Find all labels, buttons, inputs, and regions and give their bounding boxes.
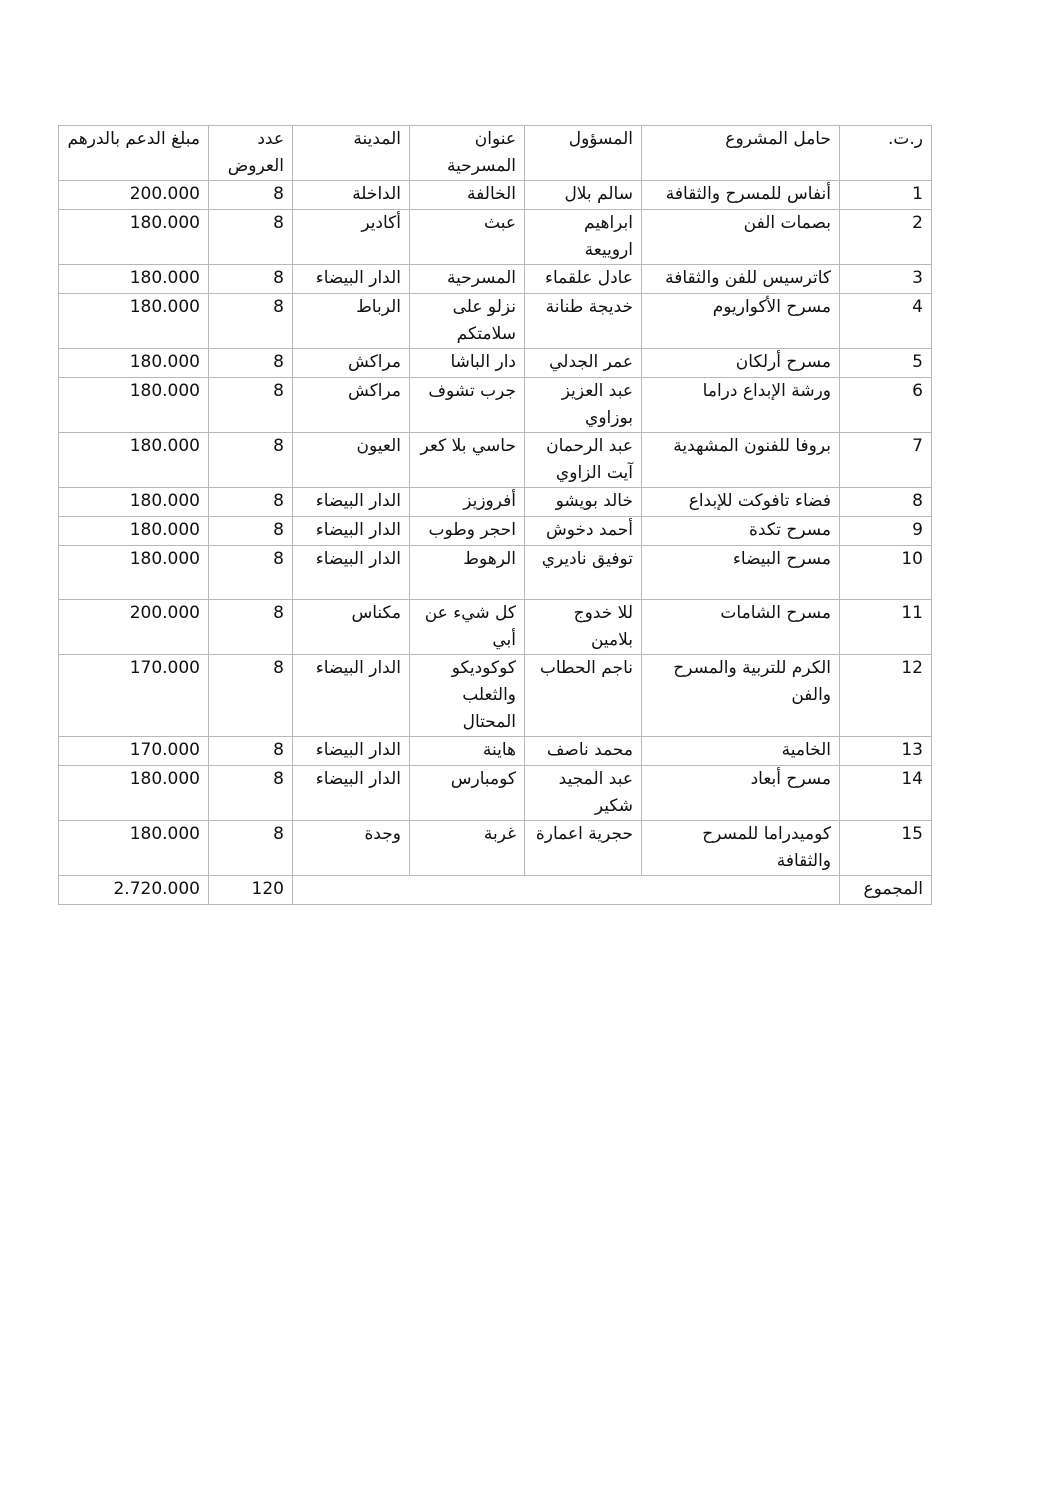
grant-amount: 180.000 (59, 517, 209, 546)
city: الدار البيضاء (293, 546, 410, 600)
show-count: 8 (209, 517, 293, 546)
total-row (59, 876, 932, 905)
city: الدار البيضاء (293, 766, 410, 821)
total-count: 120 (209, 876, 293, 905)
play-title: جرب تشوف (410, 378, 525, 433)
row-index: 6 (840, 378, 932, 433)
play-title: حاسي بلا كعر (410, 433, 525, 488)
table-row (59, 655, 932, 737)
responsible: خديجة طنانة (525, 294, 642, 349)
responsible: أحمد دخوش (525, 517, 642, 546)
project-holder: الكرم للتربية والمسرح والفن (642, 655, 840, 737)
city: الدار البيضاء (293, 655, 410, 737)
project-holder: فضاء تافوكت للإبداع (642, 488, 840, 517)
table-row (59, 294, 932, 349)
header-idx: ر.ت. (840, 126, 932, 181)
grant-amount: 170.000 (59, 737, 209, 766)
grant-amount: 200.000 (59, 600, 209, 655)
header-holder: حامل المشروع (642, 126, 840, 181)
project-holder: كوميدراما للمسرح والثقافة (642, 821, 840, 876)
row-index: 7 (840, 433, 932, 488)
table-row (59, 181, 932, 210)
play-title: أفروزيز (410, 488, 525, 517)
responsible: للا خدوج بلامين (525, 600, 642, 655)
project-holder: مسرح أبعاد (642, 766, 840, 821)
play-title: احجر وطوب (410, 517, 525, 546)
grant-amount: 180.000 (59, 433, 209, 488)
city: الدار البيضاء (293, 488, 410, 517)
grant-amount: 180.000 (59, 349, 209, 378)
responsible: حجرية اعمارة (525, 821, 642, 876)
play-title: كل شيء عن أبي (410, 600, 525, 655)
city: مراكش (293, 349, 410, 378)
table-row (59, 378, 932, 433)
responsible: عبد المجيد شكير (525, 766, 642, 821)
show-count: 8 (209, 378, 293, 433)
play-title: الرهوط (410, 546, 525, 600)
project-holder: الخامية (642, 737, 840, 766)
row-index: 10 (840, 546, 932, 600)
project-holder: مسرح الأكواريوم (642, 294, 840, 349)
show-count: 8 (209, 737, 293, 766)
project-holder: بروفا للفنون المشهدية (642, 433, 840, 488)
table-row (59, 737, 932, 766)
project-holder: بصمات الفن (642, 210, 840, 265)
show-count: 8 (209, 821, 293, 876)
responsible: سالم بلال (525, 181, 642, 210)
responsible: عبد العزيز بوزاوي (525, 378, 642, 433)
city: أكادير (293, 210, 410, 265)
grant-amount: 180.000 (59, 488, 209, 517)
responsible: ناجم الحطاب (525, 655, 642, 737)
show-count: 8 (209, 433, 293, 488)
row-index: 9 (840, 517, 932, 546)
city: وجدة (293, 821, 410, 876)
row-index: 12 (840, 655, 932, 737)
responsible: عبد الرحمان آيت الزاوي (525, 433, 642, 488)
play-title: المسرحية (410, 265, 525, 294)
table-row (59, 488, 932, 517)
table-row (59, 265, 932, 294)
show-count: 8 (209, 488, 293, 517)
show-count: 8 (209, 349, 293, 378)
grant-amount: 180.000 (59, 378, 209, 433)
project-holder: مسرح تكدة (642, 517, 840, 546)
header-title: عنوان المسرحية (410, 126, 525, 181)
table-body (59, 181, 932, 905)
table-row (59, 600, 932, 655)
show-count: 8 (209, 265, 293, 294)
responsible: ابراهيم اروييعة (525, 210, 642, 265)
play-title: الخالفة (410, 181, 525, 210)
total-label: المجموع (840, 876, 932, 905)
play-title: عبث (410, 210, 525, 265)
show-count: 8 (209, 600, 293, 655)
project-holder: مسرح أرلكان (642, 349, 840, 378)
grant-amount: 180.000 (59, 546, 209, 600)
table-row (59, 821, 932, 876)
project-holder: مسرح الشامات (642, 600, 840, 655)
table-header-row (59, 126, 932, 181)
responsible: خالد بويشو (525, 488, 642, 517)
responsible: عادل علقماء (525, 265, 642, 294)
table-row (59, 517, 932, 546)
play-title: هاينة (410, 737, 525, 766)
project-holder: أنفاس للمسرح والثقافة (642, 181, 840, 210)
responsible: عمر الجدلي (525, 349, 642, 378)
row-index: 13 (840, 737, 932, 766)
table-row (59, 546, 932, 600)
grant-amount: 180.000 (59, 294, 209, 349)
show-count: 8 (209, 766, 293, 821)
row-index: 8 (840, 488, 932, 517)
table-row (59, 210, 932, 265)
city: مراكش (293, 378, 410, 433)
header-count: عدد العروض (209, 126, 293, 181)
show-count: 8 (209, 546, 293, 600)
grants-table (58, 125, 932, 905)
city: الداخلة (293, 181, 410, 210)
show-count: 8 (209, 655, 293, 737)
project-holder: مسرح البيضاء (642, 546, 840, 600)
grant-amount: 180.000 (59, 265, 209, 294)
city: مكناس (293, 600, 410, 655)
play-title: نزلو على سلامتكم (410, 294, 525, 349)
table-row (59, 766, 932, 821)
row-index: 4 (840, 294, 932, 349)
play-title: دار الباشا (410, 349, 525, 378)
project-holder: ورشة الإبداع دراما (642, 378, 840, 433)
header-responsible: المسؤول (525, 126, 642, 181)
grant-amount: 200.000 (59, 181, 209, 210)
row-index: 15 (840, 821, 932, 876)
grant-amount: 170.000 (59, 655, 209, 737)
show-count: 8 (209, 210, 293, 265)
city: الدار البيضاء (293, 737, 410, 766)
show-count: 8 (209, 294, 293, 349)
city: العيون (293, 433, 410, 488)
table-row (59, 433, 932, 488)
row-index: 11 (840, 600, 932, 655)
table-row (59, 349, 932, 378)
row-index: 5 (840, 349, 932, 378)
responsible: توفيق ناديري (525, 546, 642, 600)
play-title: غربة (410, 821, 525, 876)
header-amount: مبلغ الدعم بالدرهم (59, 126, 209, 181)
total-amount: 2.720.000 (59, 876, 209, 905)
show-count: 8 (209, 181, 293, 210)
header-city: المدينة (293, 126, 410, 181)
responsible: محمد ناصف (525, 737, 642, 766)
row-index: 3 (840, 265, 932, 294)
grant-amount: 180.000 (59, 821, 209, 876)
total-spacer (293, 876, 840, 905)
grant-amount: 180.000 (59, 210, 209, 265)
row-index: 2 (840, 210, 932, 265)
city: الدار البيضاء (293, 517, 410, 546)
play-title: كومبارس (410, 766, 525, 821)
row-index: 1 (840, 181, 932, 210)
city: الدار البيضاء (293, 265, 410, 294)
row-index: 14 (840, 766, 932, 821)
city: الرباط (293, 294, 410, 349)
project-holder: كاترسيس للفن والثقافة (642, 265, 840, 294)
play-title: كوكوديكو والثعلب المحتال (410, 655, 525, 737)
grant-amount: 180.000 (59, 766, 209, 821)
